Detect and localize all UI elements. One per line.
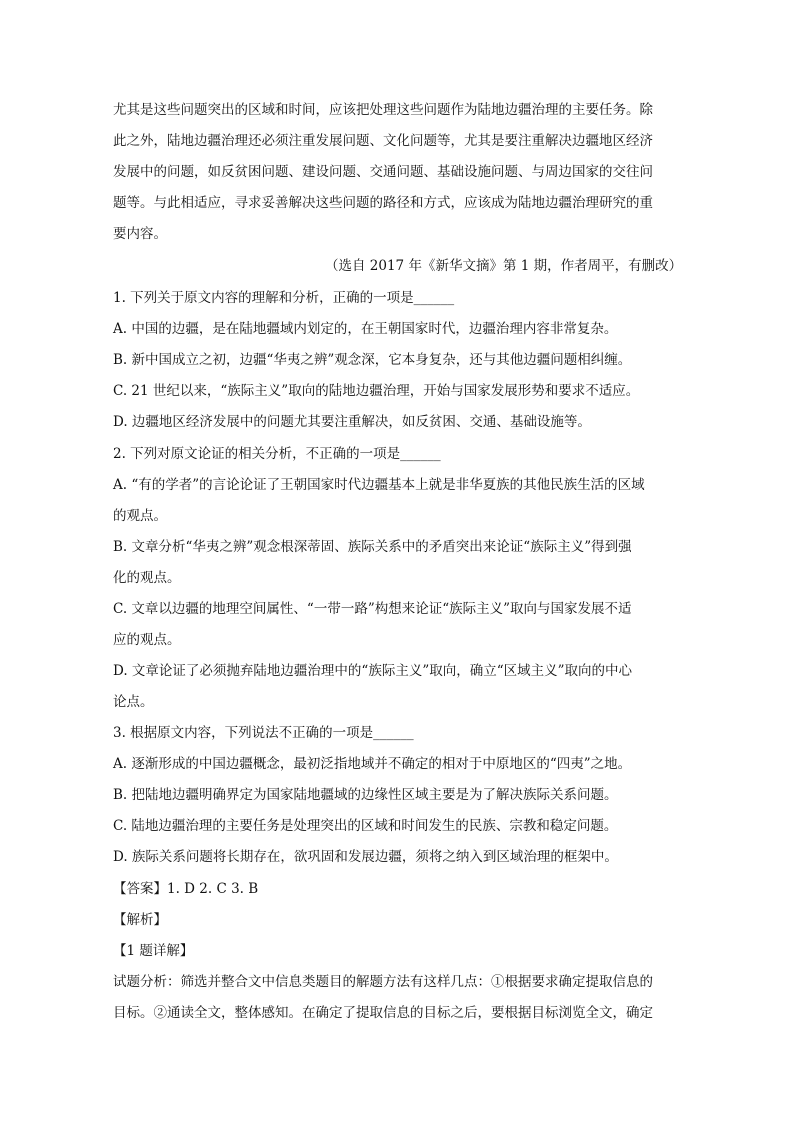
source-citation: （选自 2017 年《新华文摘》第 1 期，作者周平，有删改） [325, 258, 683, 274]
question-2-option-d-line-2: 论点。 [113, 694, 154, 710]
question-1-option-a: A. 中国的边疆，是在陆地疆域内划定的，在王朝国家时代，边疆治理内容非常复杂。 [113, 321, 618, 337]
detail-heading: 【1 题详解】 [113, 943, 194, 959]
question-2-option-d-line-1: D. 文章论证了必须抛弃陆地边疆治理中的“族际主义”取向，确立“区域主义”取向的中心 [113, 663, 633, 679]
question-3-option-c: C. 陆地边疆治理的主要任务是处理突出的区域和时间发生的民族、宗教和稳定问题。 [113, 818, 618, 834]
passage-line-5: 要内容。 [113, 226, 167, 242]
question-1-option-c: C. 21 世纪以来，“族际主义”取向的陆地边疆治理，开始与国家发展形势和要求不适应。 [113, 383, 640, 399]
question-2-option-a-line-2: 的观点。 [113, 508, 167, 524]
passage-line-1: 尤其是这些问题突出的区域和时间，应该把处理这些问题作为陆地边疆治理的主要任务。除 [113, 102, 653, 118]
question-3-option-d: D. 族际关系问题将长期存在，欲巩固和发展边疆，须将之纳入到区域治理的框架中。 [113, 849, 618, 865]
question-1-stem: 1. 下列关于原文内容的理解和分析，正确的一项是______ [113, 290, 455, 306]
question-1-option-b: B. 新中国成立之初，边疆“华夷之辨”观念深，它本身复杂，还与其他边疆问题相纠缠。 [113, 352, 632, 368]
question-1-option-d: D. 边疆地区经济发展中的问题尤其要注重解决，如反贫困、交通、基础设施等。 [113, 414, 591, 430]
passage-line-2: 此之外，陆地边疆治理还必须注重发展问题、文化问题等，尤其是要注重解决边疆地区经济 [113, 133, 653, 149]
question-3-option-b: B. 把陆地边疆明确界定为国家陆地疆域的边缘性区域主要是为了解决族际关系问题。 [113, 787, 618, 803]
question-2-option-a-line-1: A. “有的学者”的言论论证了王朝国家时代边疆基本上就是非华夏族的其他民族生活的区域 [113, 477, 645, 493]
question-3-option-a: A. 逐渐形成的中国边疆概念，最初泛指地域并不确定的相对于中原地区的“四夷”之地。 [113, 756, 632, 772]
analysis-line-1: 试题分析：筛选并整合文中信息类题目的解题方法有这样几点：①根据要求确定提取信息的 [113, 974, 653, 990]
analysis-line-2: 目标。②通读全文，整体感知。在确定了提取信息的目标之后，要根据目标浏览全文，确定 [113, 1005, 653, 1021]
passage-line-3: 发展中的问题，如反贫困问题、建设问题、交通问题、基础设施问题、与周边国家的交往问 [113, 164, 653, 180]
question-2-option-b-line-2: 化的观点。 [113, 570, 181, 586]
question-2-stem: 2. 下列对原文论证的相关分析，不正确的一项是______ [113, 446, 441, 462]
question-2-option-c-line-2: 应的观点。 [113, 632, 181, 648]
question-3-stem: 3. 根据原文内容，下列说法不正确的一项是______ [113, 725, 414, 741]
question-2-option-b-line-1: B. 文章分析“华夷之辨”观念根深蒂固、族际关系中的矛盾突出来论证“族际主义”得到强 [113, 539, 632, 555]
analysis-heading: 【解析】 [113, 912, 167, 928]
question-2-option-c-line-1: C. 文章以边疆的地理空间属性、“一带一路”构想来论证“族际主义”取向与国家发展不适 [113, 601, 632, 617]
answer-line: 【答案】1. D 2. C 3. B [113, 881, 259, 897]
passage-line-4: 题等。与此相适应，寻求妥善解决这些问题的路径和方式，应该成为陆地边疆治理研究的重 [113, 195, 653, 211]
